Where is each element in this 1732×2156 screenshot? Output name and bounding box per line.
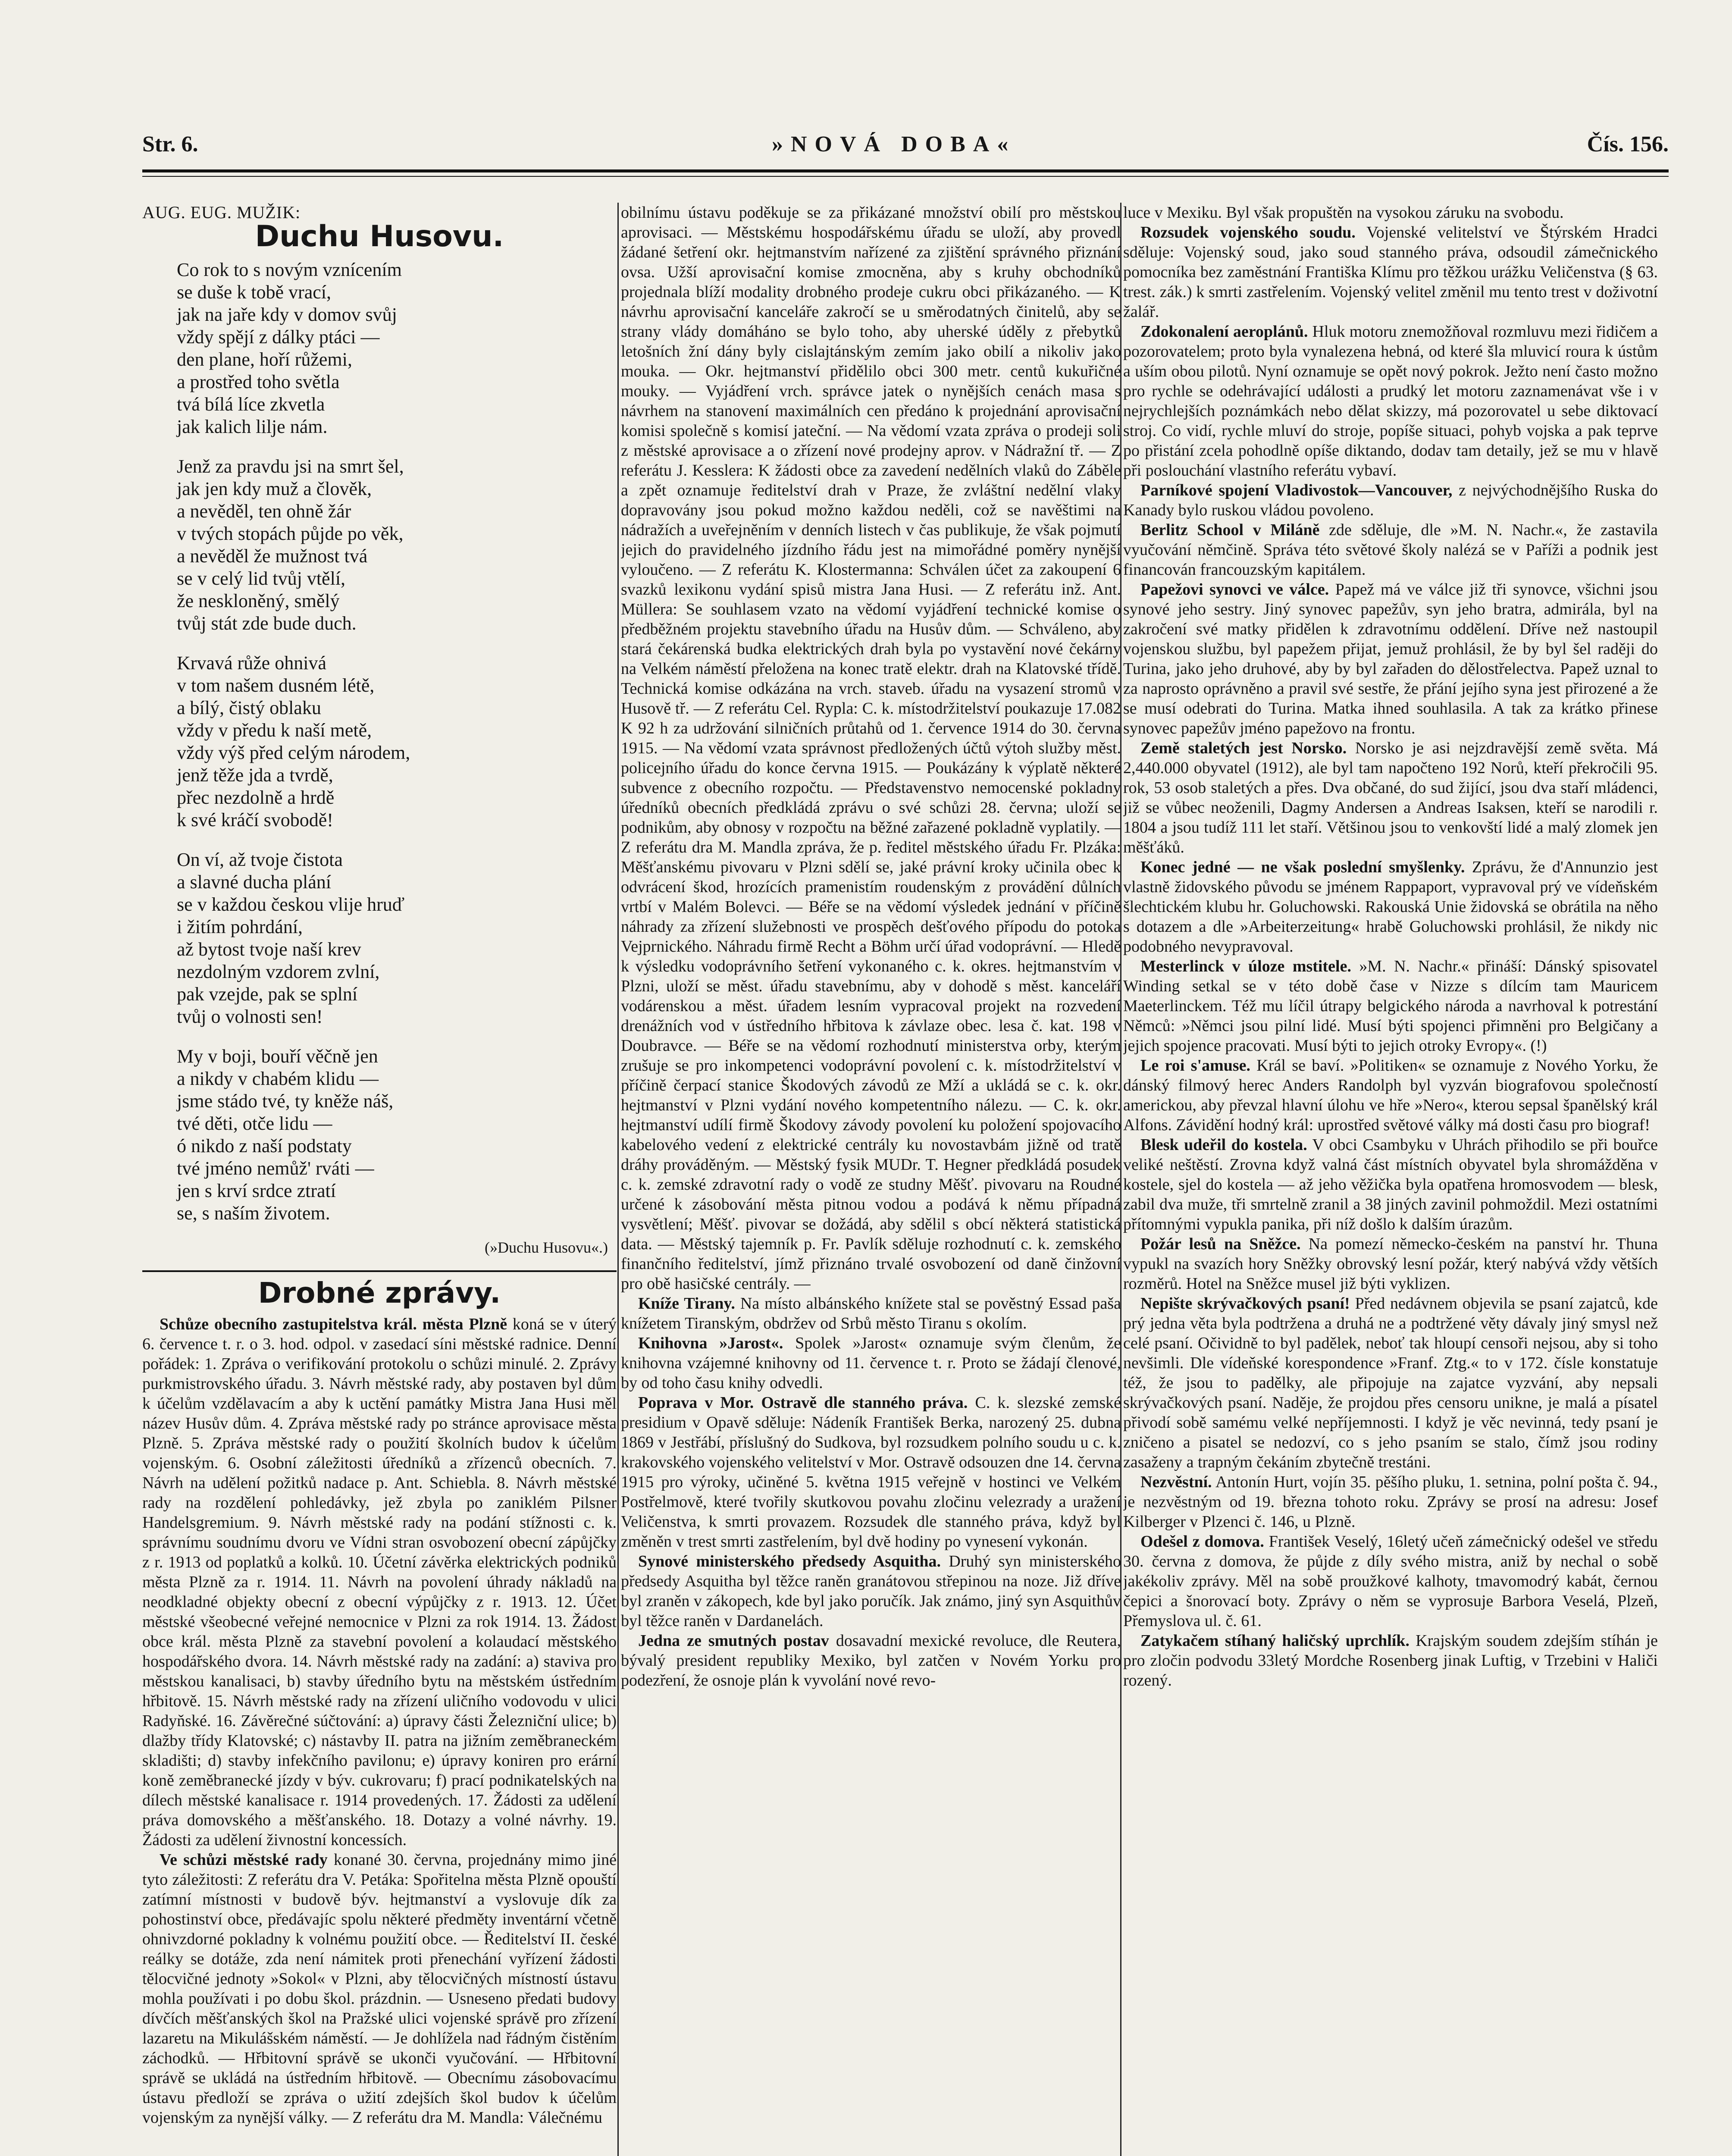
poem-line: se, s naším životem. (177, 1203, 330, 1224)
news-paragraph (1123, 1294, 1658, 1472)
poem-line: a bílý, čistý oblaku (177, 697, 321, 718)
news-paragraph (621, 1393, 1121, 1551)
news-text: Vojenské velitelství ve Štýrském Hradci sděluje: Vojenský soud, jako soud stanného práva, odsoudil zámečnického pomocníka bez zaměstnání Františka Klímu pro těžkou urážku Veličenstva (§ 63. trest. zák.) k smrti zastřelením. Vojenský velitel změnil mu tento trest v doživotní žalář. (1123, 223, 1658, 321)
news-headline: Nepište skrývačkových psaní! (1140, 1294, 1350, 1313)
poem-line: se v celý lid tvůj vtělí, (177, 568, 346, 589)
news-headline: Berlitz School v Miláně (1140, 521, 1320, 539)
news-text: C. k. slezské zemské presidium v Opavě sděluje: Nádeník František Berka, narozený 25. dubna 1869 v Jestřábí, příslušný do Sudkova, byl rozsudkem polního soudu u c. k. krakovského vojenského velitelství v Mor. Ostravě odsouzen dne 14. června 1915 pro výroky, učiněné 5. května 1915 veřejně v hostinci ve Velkém Postřelmově, které tvořily skutkovou povahu zločinu velezrady a uražení Veličenstva, k smrti provazem. Rozsudek dle stanného práva, když byl změněn v trest smrti zastřelením, byl dvě hodiny po vynesení vykonán. (621, 1394, 1121, 1551)
news-paragraph (1123, 1234, 1658, 1294)
news-headline: Poprava v Mor. Ostravě dle stanného práva. (638, 1394, 968, 1412)
news-items (142, 1314, 617, 2128)
poem-line: ó nikdo z naší podstaty (177, 1135, 352, 1156)
news-items (1123, 203, 1658, 1690)
newspaper-title: »NOVÁ DOBA« (772, 132, 1016, 157)
news-headline: Ve schůzi městské rady (160, 1851, 328, 1869)
poem-line: tvůj o volnosti sen! (177, 1006, 323, 1027)
news-paragraph (1123, 1472, 1658, 1532)
news-text: Hluk motoru znemožňoval rozmluvu mezi řidičem a pozorovatelem; proto byla vynalezena hebná, od které šla mluvicí roura k ústům a uším obou pilotů. Nyní oznamuje se opět nový pokrok. Ježto není často možno pro rychle se odehrávající události a prudký let motoru zaznamenávat vše i v nejrychlejších poznámkách nebo dělat skizzy, má pozorovatel u sebe diktovací stroj. Co vidí, rychle mluví do stroje, popíše situaci, pohyb vojska a pak teprve po přistání zcela pohodlně opíše diktando, dodav tam detaily, jež se mu v hlavě při poslouchání vlastního referátu vybaví. (1123, 323, 1658, 479)
news-text: Na místo albánského knížete stal se pověstný Essad paša knížetem Tiranským, obdržev od Srbů město Tiranu s okolím. (621, 1294, 1121, 1332)
news-text: Na pomezí německo-českém na panství hr. Thuna vypukl na svazích hory Sněžky obrovský lesní požár, který nabývá vždy větších rozměrů. Hotel na Sněžce musel již býti vyklizen. (1123, 1235, 1658, 1293)
news-paragraph (1123, 520, 1658, 580)
news-text: Antonín Hurt, vojín 35. pěšího pluku, 1. setnina, polní pošta č. 94., je nezvěstným od 19. března tohoto roku. Zprávy se prosí na adresu: Josef Kilberger v Plzenci č. 146, u Plzně. (1123, 1473, 1658, 1531)
poem-line: se v každou českou vlije hruď (177, 894, 405, 915)
news-headline: Rozsudek vojenského soudu. (1140, 223, 1356, 241)
poem-line: a slavné ducha plání (177, 871, 331, 893)
poem-line: se duše k tobě vrací, (177, 282, 331, 303)
news-text: »M. N. Nachr.« přináší: Dánský spisovatel Winding setkal se v této době čase v Nizze s dílcím tam Mauricem Maeterlinckem. Též mu líčil útrapy belgického národa a navrhoval k potrestání Němců: »Němci jsou pilní lidé. Musí býti spojenci přimněni pro Belgičany a jejich spojence pracovati. Musí býti to jejich otroky Evropy«. (!) (1123, 957, 1658, 1055)
column-2 (621, 203, 1121, 2156)
news-items (621, 203, 1121, 1690)
poem-line: vždy v předu k naší metě, (177, 720, 372, 741)
news-paragraph (621, 1333, 1121, 1393)
news-paragraph (621, 1551, 1121, 1631)
poem-line: tvůj stát zde bude duch. (177, 613, 357, 634)
news-text: V obci Csambyku v Uhrách přihodilo se při bouřce veliké neštěstí. Zrovna když valná část místních obyvatel byla shromážděna v kostele, sjel do kostela — až jeho věžička byla opatřena hromosvodem — blesk, zabil dva muže, tři smrtelně zranil a 38 jiných zavinil pohmoždil. Mezi ostatními přítomnými vypukla panika, při níž došlo k dalším úrazům. (1123, 1136, 1658, 1233)
poem-line: k své kráčí svobodě! (177, 809, 333, 830)
poem-line: On ví, až tvoje čistota (177, 849, 343, 870)
poem-line: Co rok to s novým vznícením (177, 259, 402, 280)
poem-stanza (177, 455, 617, 635)
poem-signature: (»Duchu Husovu«.) (485, 1239, 608, 1256)
poem-stanza (177, 652, 617, 831)
poem-line: My v boji, bouří věčně jen (177, 1046, 378, 1067)
news-paragraph (621, 1631, 1121, 1690)
news-text: Král se baví. »Politiken« se oznamuje z Nového Yorku, že dánský filmový herec Anders Randolph byl vyzván biografovou společností americkou, aby převzal hlavní úlohu ve hře »Nero«, kterou sepsal španělský král Alfons. Závidění hodný král: uprostřed světové války má dosti času pro biograf! (1123, 1056, 1658, 1134)
poem-line: jsme stádo tvé, ty kněže náš, (177, 1091, 394, 1112)
poem-stanza (177, 259, 617, 438)
poem-line: a nevěděl, ten ohně žár (177, 501, 351, 522)
news-headline: Le roi s'amuse. (1140, 1056, 1251, 1075)
poem-line: jen s krví srdce ztratí (177, 1180, 336, 1201)
news-paragraph (1123, 1135, 1658, 1234)
news-text: zde sděluje, dle »M. N. Nachr.«, že zastavila vyučování němčině. Správa této světové školy nalézá se v Paříži a podnik jest financován francouzským kapitálem. (1123, 521, 1658, 579)
section-divider (142, 1270, 617, 1272)
poem-line: až bytost tvoje naší krev (177, 939, 361, 960)
news-paragraph (1123, 1532, 1658, 1631)
poem-line: jak kalich lilje nám. (177, 416, 328, 437)
header-rule (142, 169, 1669, 172)
news-headline: Parníkové spojení Vladivostok—Vancouver, (1140, 481, 1453, 499)
poem-line: a nevěděl že mužnost tvá (177, 545, 368, 567)
poem-line: v tvých stopách půjde po věk, (177, 523, 404, 544)
column-divider (617, 203, 619, 2156)
news-paragraph (1123, 222, 1658, 322)
news-headline: Synové ministerského předsedy Asquitha. (638, 1552, 941, 1570)
poem-stanza (177, 849, 617, 1028)
news-paragraph (142, 1850, 617, 2128)
page-number: Str. 6. (142, 132, 198, 157)
news-headline: Kníže Tirany. (638, 1294, 735, 1313)
poem-line: Jenž za pravdu jsi na smrt šel, (177, 456, 404, 477)
news-text: František Veselý, 16letý učeň zámečnický odešel ve středu 30. června z domova, že půjde z díly svého mistra, aniž by nechal o sobě jakékoliv zprávy. Měl na sobě proužkové kalhoty, tmavomodrý kabát, černou čepici a šnorovací boty. Zprávy o něm se vyprosuje Barbora Veselá, Plzeň, Přemyslova ul. č. 61. (1123, 1532, 1658, 1630)
news-paragraph (1123, 857, 1658, 956)
poem-author: AUG. EUG. MUŽIK: (142, 203, 301, 222)
poem-line: vždy výš před celým národem, (177, 742, 410, 763)
news-headline: Zatykačem stíhaný haličský uprchlík. (1140, 1632, 1409, 1650)
news-paragraph (1123, 956, 1658, 1056)
news-paragraph (621, 203, 1121, 1294)
news-headline: Požár lesů na Sněžce. (1140, 1235, 1301, 1253)
header-rule-thin (142, 176, 1669, 177)
news-paragraph (1123, 738, 1658, 857)
poem-line: Krvavá růže ohnivá (177, 652, 326, 674)
poem-line: jak jen kdy muž a člověk, (177, 478, 372, 499)
news-text: Krajským soudem zdejším stíhán je pro zločin podvodu 33letý Mordche Rosenberg jinak Luftig, v Trzebini v Haliči rozený. (1123, 1632, 1658, 1689)
poem-line: přec nezdolně a hrdě (177, 787, 335, 808)
poem-body (142, 259, 617, 1225)
news-headline: Nezvěstní. (1140, 1473, 1212, 1491)
poem-line: jenž těže jda a tvrdě, (177, 765, 333, 786)
news-headline: Blesk udeřil do kostela. (1140, 1136, 1307, 1154)
news-text: Druhý syn ministerského předsedy Asquitha byl těžce raněn granátovou střepinou na noze. Již dříve byl zraněn v zákopech, kde byl jako poručík. Jak známo, jiný syn Asquithův byl těžce raněn v Dardanelách. (621, 1552, 1121, 1630)
section-title: Drobné zprávy. (258, 1276, 501, 1310)
poem-line: jak na jaře kdy v domov svůj (177, 304, 397, 325)
poem-line: pak vzejde, pak se splní (177, 984, 358, 1005)
news-text: Zprávu, že d'Annunzio jest vlastně židovského původu se jménem Rappaport, vypravoval prý ve vídeňském šlechtickém klubu hr. Goluchowski. Rakouská Unie židovská se obrátila na něho s dotazem a dle »Arbeiterzeitung« hrabě Goluchowski prohlásil, že nikdy nic podobného nevypravoval. (1123, 858, 1658, 956)
poem-line: tvé jméno nemůž' rváti — (177, 1158, 374, 1179)
news-text: koná se v úterý 6. července t. r. o 3. hod. odpol. v zasedací síni městské radnice. Denní pořádek: 1. Zpráva o verifikování protokolu o schůzi minulé. 2. Zprávy purkmistrovského úřadu. 3. Návrh městské rady, aby postaven byl dům k účelům vzdělavacím a aby k uctění památky Mistra Jana Husi měl název Husův dům. 4. Zpráva městské rady po stránce aprovisace města Plzně. 5. Zpráva městské rady o použití školních budov k účelům vojenským. 6. Osobní záležitosti úředníků a zřízenců obecních. 7. Návrh na udělení požitků nadace p. Ant. Schiebla. 8. Návrh městské rady na rozdělení pohledávky, jež zbyla po zaniklém Pilsner Handelsgremium. 9. Návrh městské rady na podání stížnosti c. k. správnímu soudnímu dvoru ve Vídni stran osvobození obecní zápůjčky z r. 1913 od poplatků a kolků. 10. Účetní závěrka elektrických podniků města Plzně za r. 1914. 11. Návrh na povolení úhrady nákladů na neodkladné objekty obecní z obecní výpůjčky z r. 1913. 12. Účet městské všeobecné veřejné nemocnice v Plzni za rok 1914. 13. Žádost obce král. města Plzně za stavební povolení a kolaudací městského hospodářského dvora. 14. Návrh městské rady na zadání: a) staviva pro městskou kanalisaci, b) stavby úředního bytu na městském ústředním hřbitově. 15. Návrh městské rady na zřízení uličního vodovodu v ulici Radyňské. 16. Závěrečné súčtování: a) úpravy části Železniční ulice; b) dlažby třídy Klatovské; c) nástavby II. patra na jižním zeměbraneckém skladišti; d) stavby infekčního pavilonu; e) úpravy koniren pro erární koně zeměbranecké jízdy v býv. cukrovaru; f) prací podnikatelských na dílech městské kanalisace r. 1914 provedených. 17. Žádosti za udělení práva domovského a měšťanského. 18. Dotazy a volné návrhy. 19. Žádosti za udělení živnostní koncessích. (142, 1315, 617, 1849)
column-1 (142, 203, 617, 2156)
news-paragraph (1123, 1631, 1658, 1690)
news-headline: Konec jedné — ne však poslední smyšlenky. (1140, 858, 1465, 876)
news-headline: Země staletých jest Norsko. (1140, 739, 1347, 757)
news-paragraph (142, 1314, 617, 1850)
news-text: z nejvýchodnějšího Ruska do Kanady bylo ruskou vládou povoleno. (1123, 481, 1658, 519)
poem-line: tvé děti, otče lidu — (177, 1113, 332, 1134)
poem-line: a prostřed toho světla (177, 371, 340, 392)
news-headline: Papežovi synovci ve válce. (1140, 580, 1329, 599)
poem-line: i žitím pohrdání, (177, 916, 303, 937)
news-paragraph (1123, 480, 1658, 520)
poem-line: vždy spějí z dálky ptáci — (177, 326, 380, 348)
news-headline: Knihovna »Jarost«. (638, 1334, 783, 1352)
news-paragraph (1123, 1056, 1658, 1135)
news-headline: Mesterlinck v úloze mstitele. (1140, 957, 1351, 975)
poem-line: den plane, hoří růžemi, (177, 349, 352, 370)
news-headline: Jedna ze smutných postav (638, 1632, 829, 1650)
poem-line: že neskloněný, smělý (177, 590, 340, 611)
poem-line: nezdolným vzdorem zvlní, (177, 961, 380, 982)
news-headline: Schůze obecního zastupitelstva král. města Plzně (160, 1315, 507, 1333)
news-paragraph (1123, 203, 1658, 222)
news-text: obilnímu ústavu poděkuje se za přikázané množství obilí pro městskou aprovisaci. — Městskému hospodářskému úřadu se uloží, aby provedl žádané šetření okr. hejtmanstvím nařízené za zjištění správného přiznání ovsa. Užší aprovisační komise zmocněna, aby s kruhy obchodníků projednala blíží modality drobného prodeje cukru obci přikázaného. — K návrhu aprovisační kanceláře zakročí se u směrodatných činitelů, aby se strany vlády domáháno se bylo toho, aby uherské úděly z přebytků letošních žní dány byly cislajtánským zemím jako obilí a nikoliv jako mouka. — Okr. hejtmanství přidělilo obci 300 metr. centů kukuřičné mouky. — Vyjádření vrch. správce jatek o nynějších cenách masa s návrhem na stanovení maximálních cen předáno k projednání aprovisační komisi společně s komisí jateční. — Na vědomí vzata zpráva o prodeji soli z městské aprovisace a o zřízení nové prodejny aprov. v Nádražní tř. — Z referátu J. Kesslera: K žádosti obce za zavedení nedělních vlaků do Záběle a zpět oznamuje ředitelství drah v Praze, že zvláštní nedělní vlaky dopravovány jsou pokud možno každou neděli, což se navěštimi na nádražích a uveřejněním v denních listech v čas publikuje, že však pojmutí jejich do pravidelného jízdního řádu jest na mimořádné poměry nynější vyloučeno. — Z referátu K. Klostermanna: Schválen účet za zakoupení 6 svazků lexikonu vydání spisů mistra Jana Husi. — Z referátu inž. Ant. Müllera: Se souhlasem vzato na vědomí vyjádření technické komise o předběžném projektu stavebního úřadu na Husův dům. — Schváleno, aby stará čekárenská budka elektrických drah byla po vystavění nové čekárny na Velkém náměstí přeložena na konec tratě elektr. drah na Klatovské třídě. Technická komise odkázána na vrch. staveb. úřadu na vysazení stromů v Husově tř. — Z referátu Cel. Rypla: C. k. místodržitelství poukazuje 17.082 K 92 h za udržování silničních průtahů od 1. července 1914 do 30. června 1915. — Na vědomí vzata správnost předložených účtů výtoh služby měst. policejního úřadu do konce června 1915. — Poukázány k výplatě některé subvence z obecního rozpočtu. — Představenstvo nemocenské pokladny úředníků obecních předkládá zprávu o své schůzi 28. června; uloží se podnikům, aby obnosy v rozpočtu na běžné zařazené pokladně vyplatily. — Z referátu dra M. Mandla zpráva, že p. ředitel městského úřadu Fr. Plzáka: Měšťanskému pivovaru v Plzni sdělí se, jaké právní kroky učinila obec k odvrácení škod, hrozících pramenistím roudenským z provádění důlních vrtbí v Malém Bolevci. — Béře se na vědomí výsledek jednání v příčině náhrady za zřízení služebnosti ve prospěch dešťového přípodu do potoka Vejprnického. Náhradu firmě Recht a Böhm určí úřad vodoprávní. — Hledě k výsledku vodoprávního šetření vykonaného c. k. okres. hejtmanstvím v Plzni, uloží se měst. úřadu stavebnímu, aby v dohodě s měst. kanceláří vodárenskou a měst. úřadem lesním vypracoval projekt na rozvedení drenážních vod v ústředního hřbitova k závlaze obec. lesa č. kat. 198 v Doubravce. — Béře se na vědomí rozhodnutí ministerstva orby, kterým zrušuje se pro inkompetenci vodoprávní povolení c. k. místodržitelství v příčině čerpací stanice Škodových závodů ze Mží a ukládá se c. k. okr. hejtmanství v Plzni vydání nového kompetentního nálezu. — C. k. okr. hejtmanství udílí firmě Škodovy závody povolení ku položení spojovacího kabelového vedení z elektrické centrály ku novostavbám jižně od tratě dráhy prováděným. — Městský fysik MUDr. T. Hegner předkládá posudek c. k. zemské zdravotní rady o vodě ze studny Měšť. pivovaru na Roudné určené k zásobování města pitnou vodou a podává k němu případná vysvětlení; Měšť. pivovar se dožádá, aby sdělil s obcí některá statistická data. — Městský tajemník p. Fr. Pavlík sděluje rozhodnutí c. k. zemského finančního ředitelství, jímž přiznáno trvalé osvobození od daně činžovní pro obě hasičské centrály. — (621, 204, 1121, 1293)
news-text: Norsko je asi nejzdravější země světa. Má 2,440.000 obyvatel (1912), ale byl tam napočteno 192 Norů, kteří překročili 95. rok, 53 osob staletých a přes. Dva občané, do sud žijící, jsou dva staří mládenci, již se vůbec neoženili, Dagmy Andersen a Andreas Isaksen, kteří se narodili r. 1804 a jsou tudíž 111 let staří. Většinou jsou to venkovští lidé a malý zlomek jen měšťáků. (1123, 739, 1658, 856)
column-3 (1123, 203, 1658, 2156)
news-text: luce v Mexiku. Byl však propuštěn na vysokou záruku na svobodu. (1123, 204, 1564, 222)
poem-line: v tom našem dusném létě, (177, 675, 375, 696)
news-text: dosavadní mexické revoluce, dle Reutera, bývalý president republiky Mexiko, byl zatčen v Novém Yorku pro podezření, že osnoje plán k vyvolání nové revo- (621, 1632, 1121, 1689)
news-text: konané 30. června, projednány mimo jiné tyto záležitosti: Z referátu dra V. Petáka: Spořitelna města Plzně opouští zatímní místnosti v budově býv. hejtmanství a vyslovuje dík za pohostinství obce, předávajíc spolu některé předměty inventární včetně ohnivzdorné pokladny k volnému použití obce. — Ředitelství II. české reálky se dotáže, zda není námitek proti přenechání vyřízení žádosti tělocvičné jednoty »Sokol« v Plzni, aby tělocvičných místností ústavu mohla používati i po dobu škol. prázdnin. — Usneseno předati budovy dívčích měšťanských škol na Pražské ulici vojenské správě pro zřízení lazaretu na Mikulášském náměstí. — Je dohlížela nad řádným čistěním záchodků. — Hřbitovní správě se ukonči vyučování. — Hřbitovní správě se ukládá na ústředním hřbitově. — Obecnímu zásobovacímu ústavu předloží se zpráva o užití zdejších škol budov k účelům vojenským za nynější války. — Z referátu dra M. Mandla: Válečnému (142, 1851, 617, 2127)
issue-number: Čís. 156. (1587, 132, 1669, 157)
poem-line: a nikdy v chabém klidu — (177, 1068, 379, 1089)
poem-stanza (177, 1045, 617, 1225)
news-headline: Zdokonalení aeroplánů. (1140, 323, 1308, 341)
news-text: Spolek »Jarost« oznamuje svým členům, že knihovna vzájemné knihovny od 11. července t. r. Proto se žádají členové, by od toho času knihy odvedli. (621, 1334, 1121, 1392)
news-paragraph (1123, 322, 1658, 480)
news-text: Papež má ve válce již tři synovce, všichni jsou synové jeho sestry. Jiný synovec papežův, syn jeho bratra, admirála, byl na zakročení své matky přidělen k zdravotnímu oddělení. Dříve než nastoupil vojenskou službu, byl papežem přijat, jemuž prohlásil, že by byl šel raději do Turina, jako jeho druhové, aby by byl zařaden do dělostřelectva. Papež uznal to za naprosto oprávněno a pravil své sestře, že přání jejího syna jest přirozené a že se musí odebrati do Turina. Matka ihned souhlasila. A tak za krátko přinese synovec papežův jméno papežovo na frontu. (1123, 580, 1658, 737)
news-paragraph (1123, 580, 1658, 738)
news-headline: Odešel z domova. (1140, 1532, 1264, 1551)
poem-line: tvá bílá líce zkvetla (177, 394, 325, 415)
news-paragraph (621, 1294, 1121, 1333)
news-text: Před nedávnem objevila se psaní zajatců, kde prý jedna věta byla podtržena a druhá ne a podtržené věty dávaly jiný smysl než celé psaní. Očividně to byl padělek, neboť tak hloupí censoři nejsou, aby si toho nevšimli. Dle vídeňské korespondence »Franf. Ztg.« to v 172. čísle konstatuje též, že jsou to padělky, ale připojuje na zajatce vyzvání, aby nepsali skrývačkových psaní. Naděje, že projdou přes censoru unikne, je malá a písatel přivodí sobě samému velké nepříjemnosti. I když je věc nevinná, tedy psaní je zničeno a pisatel se nedozví, co s jeho psaním se stalo, čímž jsou rodiny zasaženy a trapným čekáním zbytečně trestáni. (1123, 1294, 1658, 1471)
poem-title: Duchu Husovu. (255, 219, 504, 254)
